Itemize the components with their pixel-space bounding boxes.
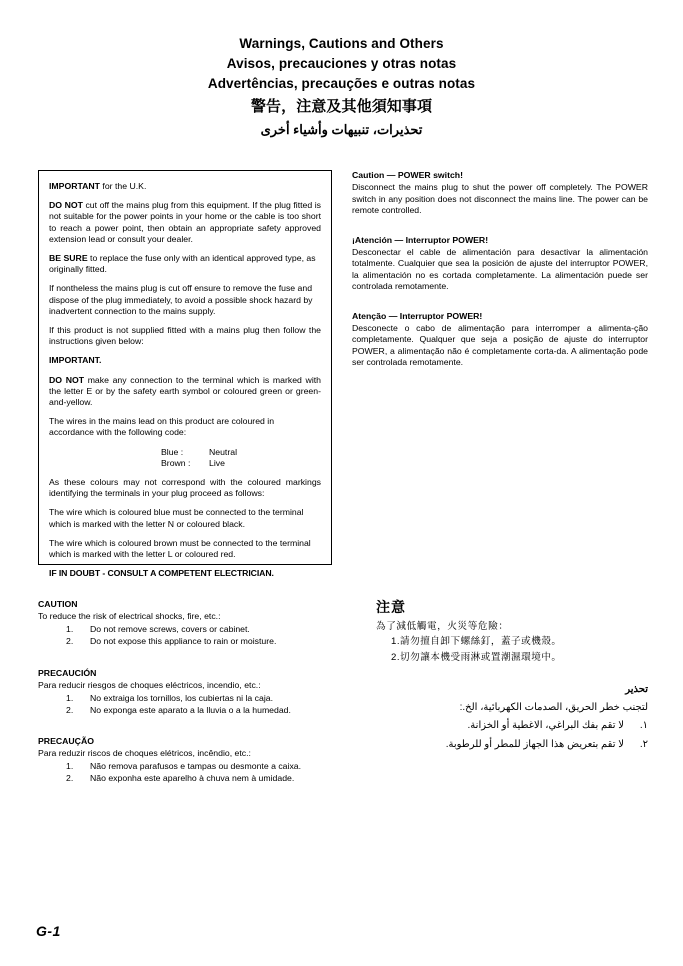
list-item [38,704,338,716]
caution-subtitle-arabic: لتجنب خطر الحريق، الصدمات الكهربائية، الخ.: [459,702,648,713]
uk-important2-label: IMPORTANT. [49,355,102,366]
list-item [376,735,648,754]
wire-code-row [161,447,321,458]
list-item-text: Do not expose this appliance to rain or moisture. [90,636,277,647]
list-item [38,772,338,784]
wire-function-neutral: Neutral [209,446,238,457]
list-item: 1.請勿擅自卸下螺絲釘，蓋子或機殼。 [391,636,562,647]
caution-subtitle-portuguese: Para reduzir riscos de choques elétricos, incêndio, etc.: [38,748,251,759]
header-title-arabic: تحذيرات، تنبيهات وأشياء أخرى [260,122,423,137]
list-item-text: لا تقم بفك البراغي، الاغطية أو الخزانة. [467,720,624,731]
caution-title-chinese: 注意 [376,599,406,615]
uk-donot-label: DO NOT [49,200,83,211]
power-note-body-spanish: Desconectar el cable de alimentación para desactivar la alimentación totalmente. Cualquier que sea la posición de ajuste del interruptor POWER, la alimentación no es cortada completamente. La alimentación puede ser controlada remotamente. [352,247,648,292]
list-item-text: Não remova parafusos e tampas ou desmonte a caixa. [90,761,302,772]
uk-important-label: IMPORTANT [49,181,100,191]
page-number: G-1 [36,923,61,939]
caution-title-english: CAUTION [38,599,78,609]
list-item-number: 1. [66,692,74,703]
caution-block-portuguese [38,735,338,785]
caution-block-chinese [376,598,648,666]
header-title-spanish: Avisos, precauciones y otras notas [226,56,457,71]
list-item-text: No extraiga los tornillos, los cubiertas ni la caja. [90,692,274,703]
uk-consult-electrician: IF IN DOUBT - CONSULT A COMPETENT ELECTRICIAN. [49,568,274,579]
page-header [0,34,683,141]
caution-items-arabic [376,716,648,754]
wire-code-row [161,458,321,469]
uk-besure-label: BE SURE [49,253,88,264]
caution-subtitle-chinese: 為了減低觸電，火災等危險： [376,621,509,632]
power-note-body-english: Disconnect the mains plug to shut the power off completely. The POWER switch in any position does not disconnect the mains line. The power can be remote controlled. [352,182,648,216]
caution-block-english [38,598,338,648]
caution-list-column [38,598,338,785]
list-item-text: Do not remove screws, covers or cabinet. [90,624,250,634]
uk-important-heading [49,181,321,192]
caution-block-arabic [376,682,648,754]
uk-paragraph-donot-connect [49,375,321,409]
list-item-number: 1. [66,761,74,772]
list-item [376,716,648,735]
list-item [38,623,338,635]
power-note-title-spanish: ¡Atención — Interruptor POWER! [352,234,489,245]
list-item-number: ١. [639,720,648,731]
list-item-text: No exponga este aparato a la lluvia o a la humedad. [90,704,291,715]
list-item-text: لا تقم بتعريض هذا الجهاز للمطر أو للرطوبة. [445,739,624,750]
wire-function-live: Live [209,457,225,468]
list-item-number: 1. [66,624,74,634]
uk-paragraph-besure [49,253,321,275]
caution-subtitle-english: To reduce the risk of electrical shocks, fire, etc.: [38,611,221,621]
wire-colour-blue: Blue : [161,446,184,457]
list-item-number: 2. [66,636,74,647]
uk-donot2-label: DO NOT [49,374,85,385]
power-note-title-english: Caution — POWER switch! [352,170,464,180]
header-title-chinese: 警告，注意及其他須知事項 [250,98,433,115]
header-title-english: Warnings, Cautions and Others [239,36,444,51]
uk-donot-text: cut off the mains plug from this equipment. If the plug fitted is not suitable for the power points in your home or the cable is too short to reach a power point, then obtain an appropriate safety approved extension lead or consult your dealer. [49,200,321,244]
wire-colour-code-table [49,447,321,469]
caution-items-chinese [376,634,648,666]
list-item [38,635,338,647]
caution-items-spanish [38,692,338,717]
caution-title-portuguese: PRECAUÇÃO [38,736,94,747]
uk-paragraph-brown-wire: The wire which is coloured brown must be connected to the terminal which is marked with the letter L or coloured red. [49,537,311,560]
list-item: 2.切勿讓本機受雨淋或置潮濕環境中。 [391,652,562,663]
list-item-number: 2. [66,704,74,715]
header-title-portuguese: Advertências, precauções e outras notas [207,76,476,91]
caution-block-spanish [38,667,338,717]
uk-paragraph-wire-colours: The wires in the mains lead on this product are coloured in accordance with the following code: [49,416,275,438]
caution-title-arabic: تحذير [625,684,648,695]
uk-paragraph-nontheless: If nontheless the mains plug is cut off ensure to remove the fuse and dispose of the plug immediately, to avoid a possible shock hazard by inadvertent connection to the mains supply. [49,283,313,316]
list-item-number: ٢. [639,739,648,750]
uk-donot2-text: make any connection to the terminal which is marked with the letter E or by the safety earth symbol or coloured green or green-and-yellow. [49,374,321,408]
power-note-title-portuguese: Atenção — Interruptor POWER! [352,310,483,321]
caution-items-portuguese [38,760,338,785]
list-item [38,692,338,704]
wire-colour-brown: Brown : [161,457,191,468]
uk-paragraph-not-supplied: If this product is not supplied fitted with a mains plug then follow the instructions given below: [49,325,321,347]
caution-subtitle-spanish: Para reducir riesgos de choques eléctricos, incendio, etc.: [38,679,261,690]
uk-besure-text: to replace the fuse only with an identical approved type, as originally fitted. [49,253,316,275]
uk-paragraph-colours-correspond: As these colours may not correspond with the coloured markings identifying the terminals in your plug proceed as follows: [49,477,321,499]
uk-paragraph-donot-cut [49,200,321,245]
list-item [38,760,338,772]
list-item-text: Não exponha este aparelho à chuva nem à umidade. [90,773,295,784]
uk-important2-heading [49,355,321,366]
list-item-number: 2. [66,773,74,784]
uk-important-box [38,170,332,579]
uk-important-text: for the U.K. [100,181,147,191]
caution-items-english [38,623,338,648]
power-switch-notes [352,170,648,369]
power-note-body-portuguese: Desconecte o cabo de alimentação para interromper a alimenta-ção completamente. Qualquer que seja a posição de ajuste do interruptor POWER, a alimentação não é completamente corta-da. A alimentação pode ser controlada remotamente. [352,323,648,368]
caution-title-spanish: PRECAUCIÓN [38,667,97,678]
uk-paragraph-blue-wire: The wire which is coloured blue must be connected to the terminal which is marked with the letter N or coloured black. [49,507,304,529]
